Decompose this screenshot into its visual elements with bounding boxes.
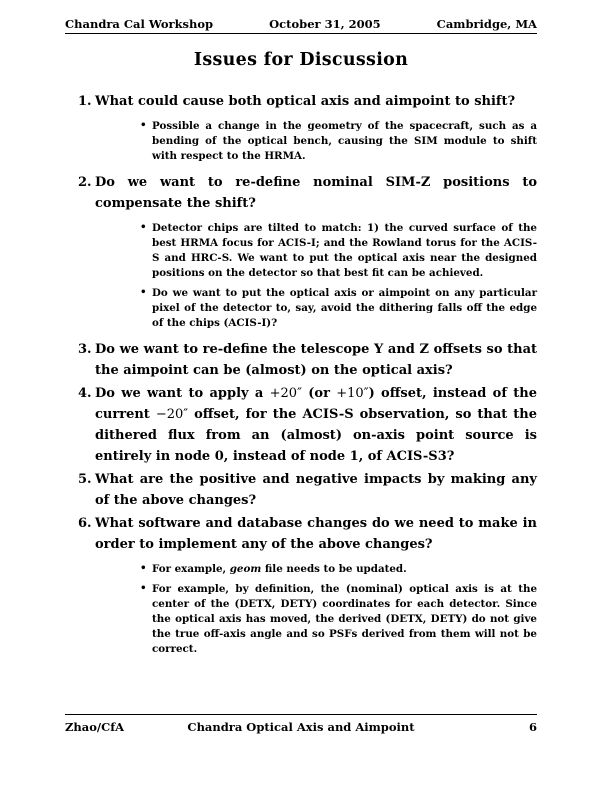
- bullet-text: [152, 222, 537, 279]
- page-content: [65, 0, 537, 665]
- list-item: [65, 469, 537, 511]
- item-text: [95, 472, 537, 508]
- bullet-icon: •: [140, 582, 147, 594]
- bullet-icon: •: [140, 221, 147, 233]
- footer-page-number: 6: [528, 720, 537, 734]
- text-segment: What are the positive and negative impacts by making any of the above changes?: [95, 472, 537, 508]
- item-bullets: [95, 221, 537, 331]
- page-title: Issues for Discussion: [193, 50, 409, 70]
- bullet-icon: •: [140, 562, 147, 574]
- bullet-text: [152, 563, 407, 575]
- list-item: [65, 339, 537, 381]
- bullet-item: [125, 119, 537, 164]
- text-segment: For example, by definition, the (nominal) optical axis is at the center of the (DETX, DETY) coordinates for each detector. Since the optical axis has moved, the derived (DETX, DETY) do not give the true off-axis angle and so PSFs derived from them will not be correct.: [152, 583, 537, 655]
- item-number: 4.: [78, 386, 92, 401]
- text-segment: +20″: [269, 386, 302, 401]
- item-text: [95, 386, 537, 464]
- item-number: 1.: [78, 94, 92, 109]
- bullet-text: [152, 120, 537, 162]
- text-segment: geom: [229, 563, 262, 575]
- bullet-item: [125, 562, 537, 577]
- text-segment: For example,: [152, 563, 230, 575]
- item-text: [95, 175, 537, 211]
- text-segment: What software and database changes do we need to make in order to implement any of the above changes?: [95, 516, 537, 552]
- footer-doc-title: Chandra Optical Axis and Aimpoint: [187, 720, 415, 734]
- text-segment: Do we want to put the optical axis or aimpoint on any particular pixel of the detector to, say, avoid the dithering falls off the edge of the chips (ACIS-I)?: [152, 287, 537, 329]
- item-text: [95, 342, 537, 378]
- text-segment: Do we want to re-define the telescope Y and Z offsets so that the aimpoint can be (almost) on the optical axis?: [95, 342, 537, 378]
- text-segment: Do we want to apply a: [95, 386, 270, 401]
- text-segment: Do we want to re-define nominal SIM-Z positions to compensate the shift?: [95, 175, 537, 211]
- item-number: 2.: [78, 175, 92, 190]
- bullet-item: [125, 582, 537, 657]
- list-item: [65, 383, 537, 467]
- item-number: 5.: [78, 472, 92, 487]
- text-segment: ) offset, instead of the current: [95, 386, 537, 422]
- text-segment: Possible a change in the geometry of the spacecraft, such as a bending of the optical bench, causing the SIM module to shift with respect to the HRMA.: [152, 120, 537, 162]
- text-segment: −20″: [155, 407, 189, 422]
- text-segment: (or: [301, 386, 337, 401]
- bullet-text: [152, 583, 537, 655]
- item-text: [95, 516, 537, 552]
- bullet-item: [125, 286, 537, 331]
- list-item: [65, 513, 537, 657]
- bullet-text: [152, 287, 537, 329]
- item-number: 3.: [78, 342, 92, 357]
- bullet-icon: •: [140, 119, 147, 131]
- bullet-item: [125, 221, 537, 281]
- header-location: Cambridge, MA: [436, 17, 537, 31]
- bullet-icon: •: [140, 286, 147, 298]
- text-segment: offset, for the ACIS-S observation, so that the dithered flux from an (almost) on-axis point source is entirely in node 0, instead of node 1, of ACIS-S3?: [95, 407, 537, 464]
- item-text: [95, 94, 515, 109]
- text-segment: What could cause both optical axis and aimpoint to shift?: [95, 94, 516, 109]
- page-header: [65, 0, 537, 34]
- issue-list: [65, 91, 537, 657]
- list-item: [65, 91, 537, 164]
- text-segment: file needs to be updated.: [261, 563, 407, 575]
- item-bullets: [95, 562, 537, 657]
- item-bullets: [95, 119, 537, 164]
- text-segment: +10″: [336, 386, 369, 401]
- list-item: [65, 172, 537, 331]
- header-date: October 31, 2005: [269, 17, 381, 31]
- footer-author: Zhao/CfA: [65, 720, 125, 734]
- header-workshop-name: Chandra Cal Workshop: [65, 17, 214, 31]
- item-number: 6.: [78, 516, 92, 531]
- page-footer: [65, 714, 537, 734]
- text-segment: Detector chips are tilted to match: 1) the curved surface of the best HRMA focus for ACIS-I; and the Rowland torus for the ACIS-S and HRC-S. We want to put the optical axis near the designed positions on the detector so that best fit can be achieved.: [152, 222, 537, 279]
